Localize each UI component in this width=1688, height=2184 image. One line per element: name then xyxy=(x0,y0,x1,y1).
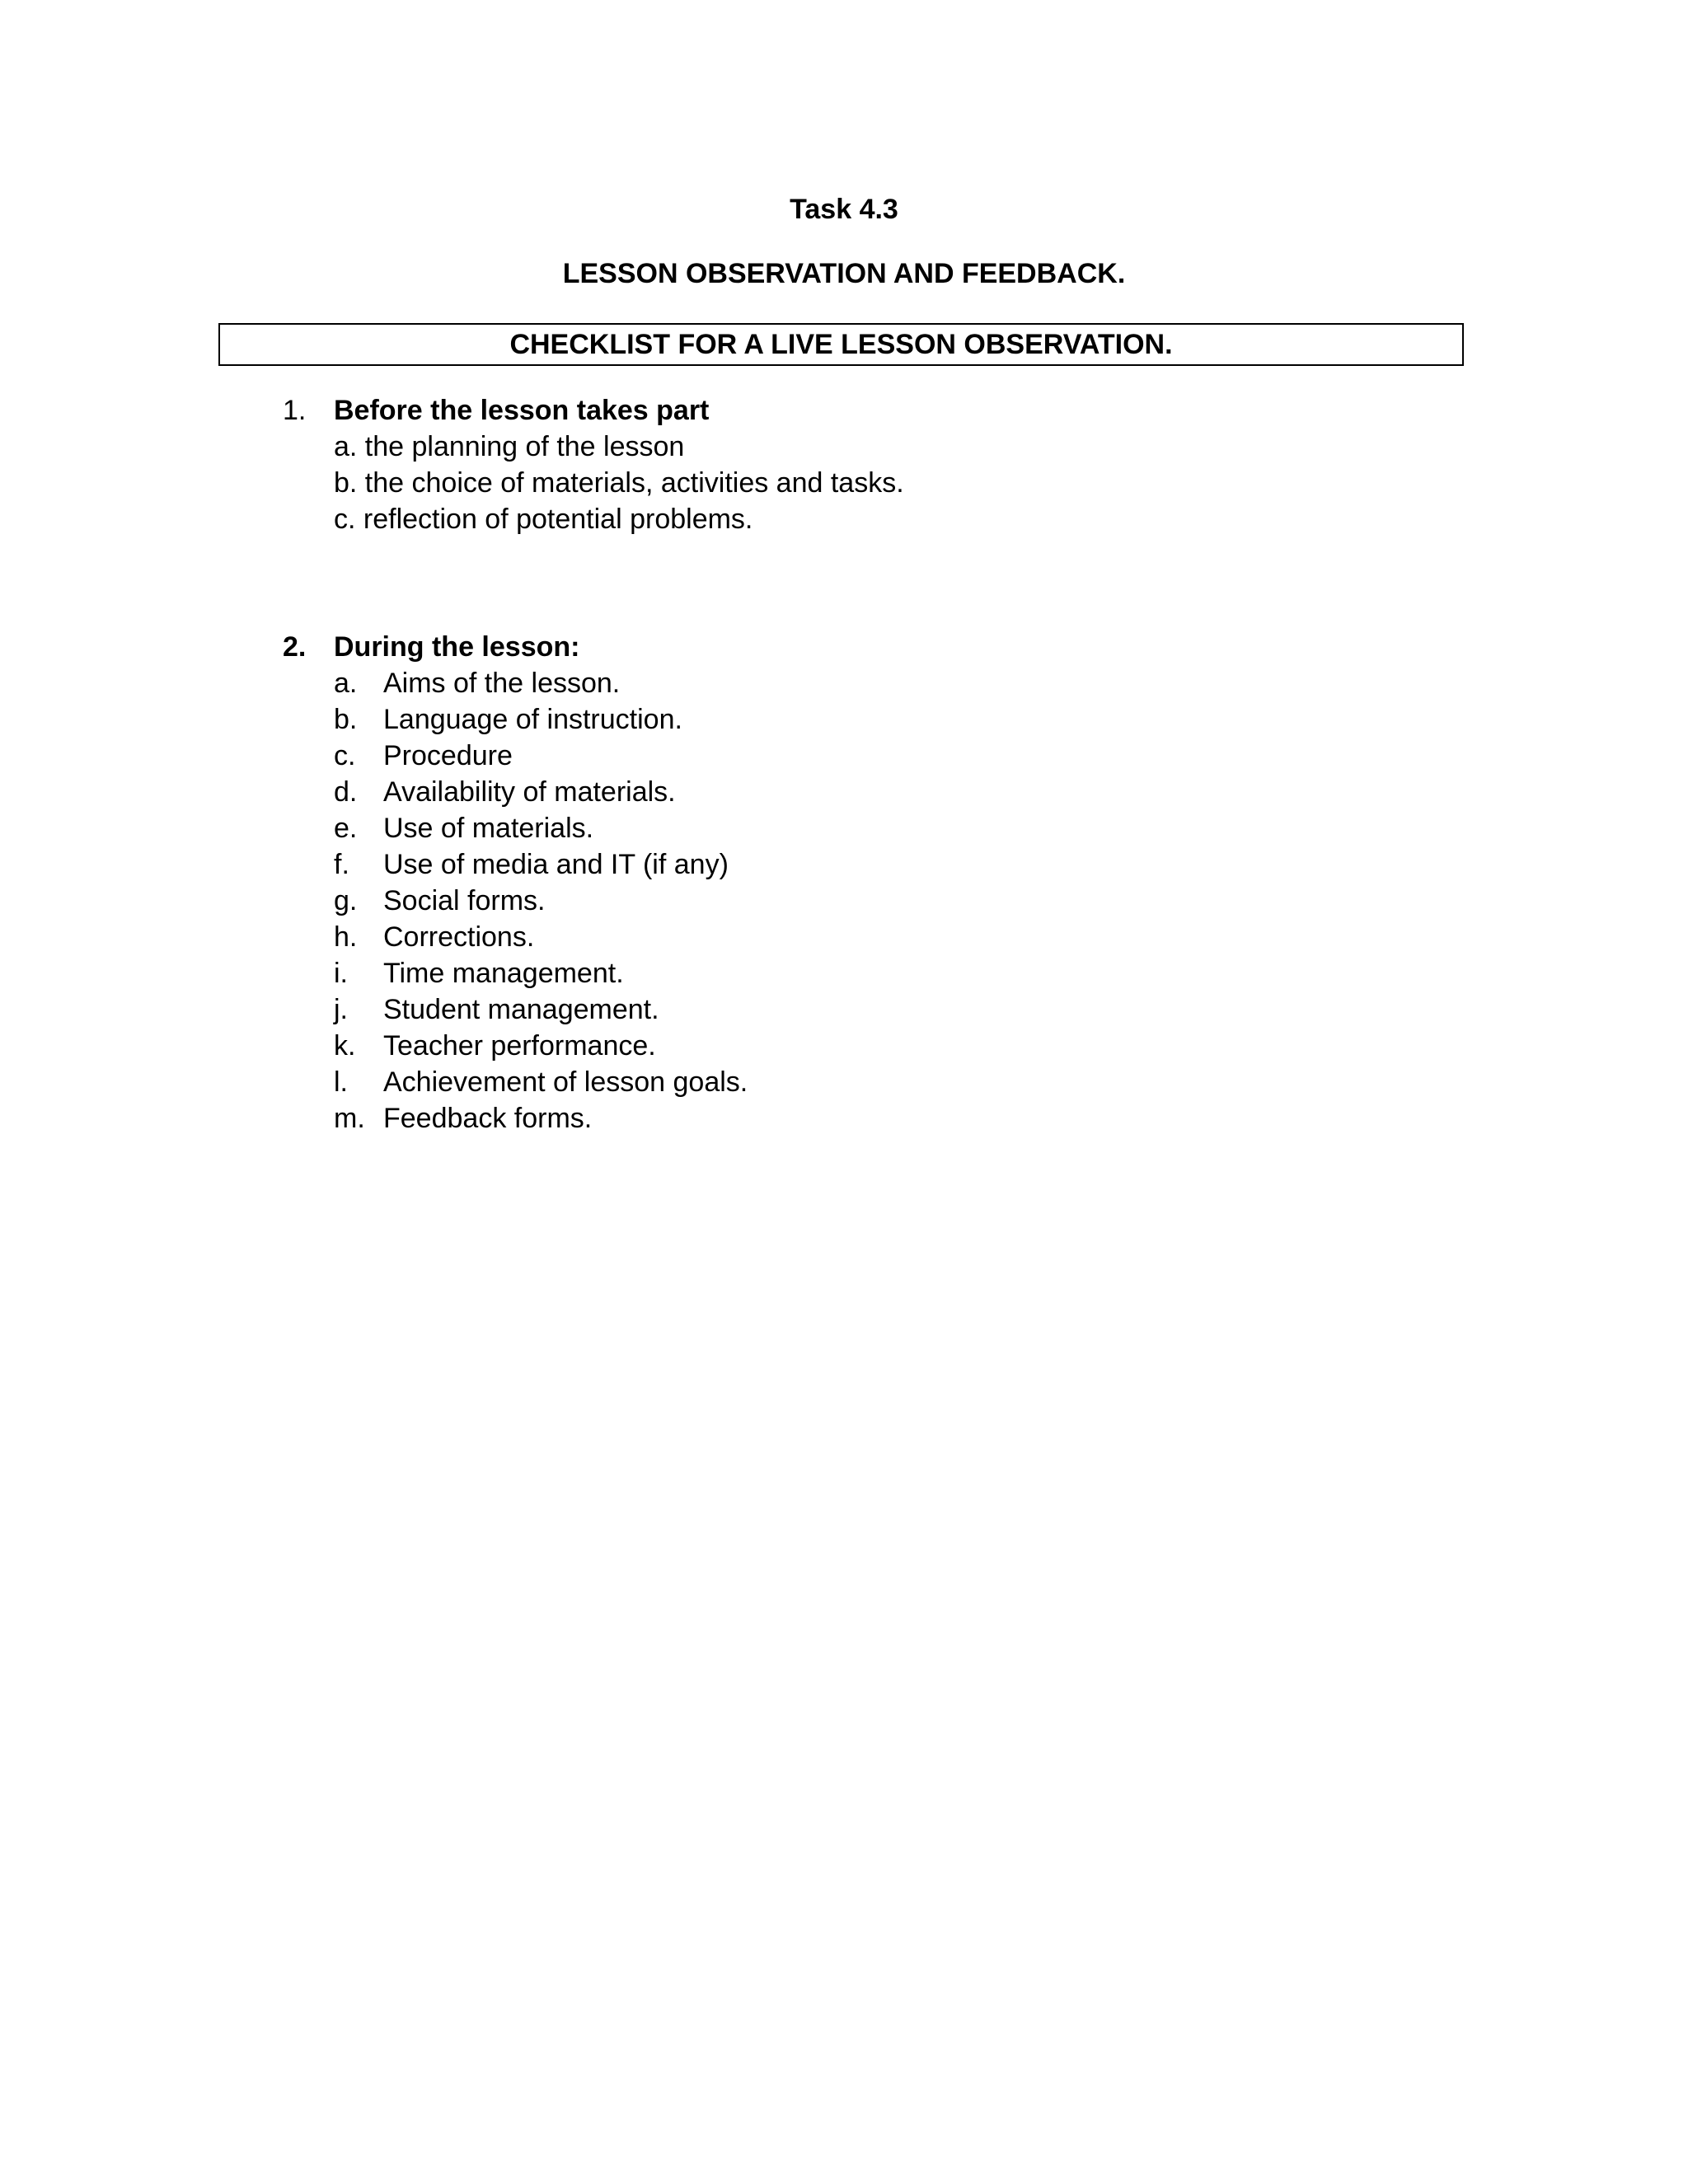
list-item-text: Teacher performance. xyxy=(383,1030,656,1062)
list-item-letter: j. xyxy=(334,994,348,1025)
list-item-letter: a. xyxy=(334,668,358,699)
section-before-lesson xyxy=(0,392,1688,537)
list-item xyxy=(0,955,1688,991)
main-title: LESSON OBSERVATION AND FEEDBACK. xyxy=(562,258,1126,289)
section-heading-text: Before the lesson takes part xyxy=(334,395,710,426)
list-item xyxy=(0,774,1688,810)
list-item-text: Use of media and IT (if any) xyxy=(383,849,729,880)
list-item xyxy=(0,429,1688,465)
task-title: Task 4.3 xyxy=(790,194,898,225)
list-item-letter: m. xyxy=(334,1103,365,1134)
section-heading-text: During the lesson: xyxy=(334,631,580,663)
list-item-letter: k. xyxy=(334,1030,356,1062)
list-item-text: Language of instruction. xyxy=(383,704,682,735)
list-item-text: Social forms. xyxy=(383,885,546,916)
list-item-letter: l. xyxy=(334,1066,348,1098)
section-number: 1. xyxy=(283,395,307,426)
list-item-text: Availability of materials. xyxy=(383,776,676,808)
list-item xyxy=(0,810,1688,846)
list-item xyxy=(0,665,1688,701)
list-item xyxy=(0,1064,1688,1100)
list-item-letter: d. xyxy=(334,776,358,808)
list-item-text: Use of materials. xyxy=(383,813,594,844)
checklist-title-box xyxy=(218,323,1464,366)
section-during-lesson xyxy=(0,629,1688,1137)
list-item-letter: e. xyxy=(334,813,358,844)
list-item xyxy=(0,991,1688,1028)
list-item-text: Aims of the lesson. xyxy=(383,668,621,699)
list-item xyxy=(0,738,1688,774)
list-item xyxy=(0,1100,1688,1137)
section-number: 2. xyxy=(283,631,307,663)
list-item-text: Corrections. xyxy=(383,921,535,953)
list-item xyxy=(0,919,1688,955)
list-item-letter: g. xyxy=(334,885,358,916)
list-item xyxy=(0,846,1688,883)
list-item-letter: f. xyxy=(334,849,349,880)
list-item-letter: h. xyxy=(334,921,358,953)
list-item xyxy=(0,1028,1688,1064)
list-item xyxy=(0,883,1688,919)
list-item xyxy=(0,701,1688,738)
list-item-text: Feedback forms. xyxy=(383,1103,593,1134)
section-heading xyxy=(0,392,1688,429)
list-item-text: Time management. xyxy=(383,958,624,989)
list-item-text: b. the choice of materials, activities and tasks. xyxy=(334,467,904,499)
list-item-text: Achievement of lesson goals. xyxy=(383,1066,748,1098)
list-item-text: a. the planning of the lesson xyxy=(334,431,685,462)
list-item-letter: i. xyxy=(334,958,348,989)
list-item xyxy=(0,465,1688,501)
section-heading xyxy=(0,629,1688,665)
list-item-letter: b. xyxy=(334,704,358,735)
checklist-title: CHECKLIST FOR A LIVE LESSON OBSERVATION. xyxy=(509,329,1173,360)
list-item-letter: c. xyxy=(334,740,356,771)
list-item-text: Procedure xyxy=(383,740,513,771)
list-item-text: Student management. xyxy=(383,994,659,1025)
list-item-text: c. reflection of potential problems. xyxy=(334,504,753,535)
list-item xyxy=(0,501,1688,537)
